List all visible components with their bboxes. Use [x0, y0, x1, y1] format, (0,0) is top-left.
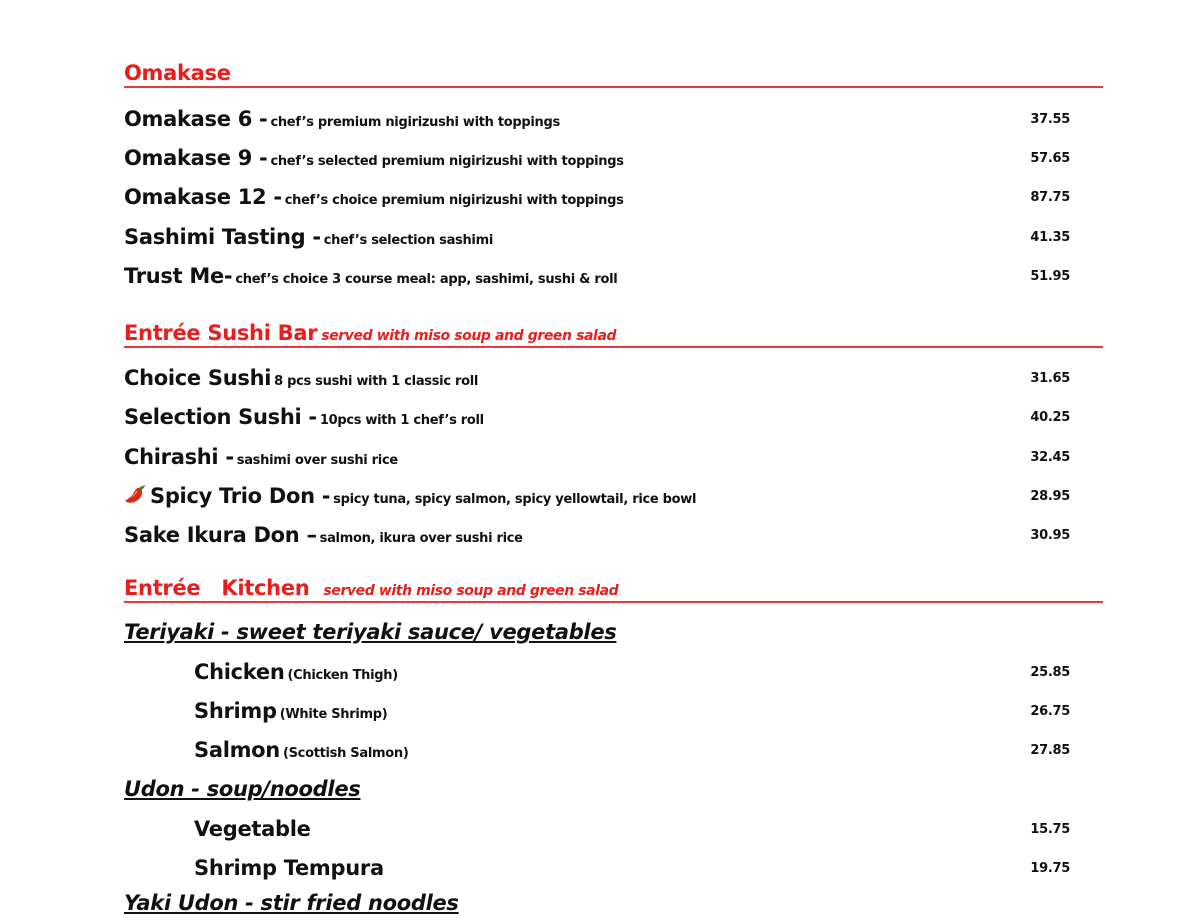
- menu-item: [124, 363, 1084, 393]
- menu-item: [194, 853, 1084, 883]
- item-description: chef’s selected premium nigirizushi with toppings: [270, 154, 624, 169]
- menu-item: [124, 143, 1084, 173]
- item-description: (White Shrimp): [279, 707, 388, 722]
- item-price: 19.75: [1030, 861, 1070, 876]
- item-description: 8 pcs sushi with 1 classic roll: [274, 374, 479, 389]
- menu-item: [124, 182, 1084, 212]
- item-description: (Chicken Thigh): [287, 668, 398, 683]
- item-name: Choice Sushi: [124, 366, 272, 390]
- section-title: Entrée Sushi Bar: [124, 321, 318, 345]
- section-title: Omakase: [124, 61, 231, 85]
- subsection-title-udon: Udon - soup/noodles: [124, 777, 361, 801]
- item-price: 51.95: [1030, 269, 1070, 284]
- item-name: Omakase 9 -: [124, 146, 268, 170]
- item-description: sashimi over sushi rice: [236, 453, 398, 468]
- menu-item: [194, 696, 1084, 726]
- section-title: Entrée Kitchen: [124, 576, 310, 600]
- item-price: 30.95: [1030, 528, 1070, 543]
- item-price: 87.75: [1030, 190, 1070, 205]
- menu-item: [194, 657, 1084, 687]
- subsection-title-teriyaki: Teriyaki - sweet teriyaki sauce/ vegetables: [124, 620, 617, 644]
- item-description: chef’s choice premium nigirizushi with toppings: [284, 193, 624, 208]
- chili-pepper-icon: [124, 484, 148, 506]
- item-name: Omakase 12 -: [124, 185, 282, 209]
- item-price: 26.75: [1030, 704, 1070, 719]
- item-description: 10pcs with 1 chef’s roll: [319, 413, 484, 428]
- item-price: 25.85: [1030, 665, 1070, 680]
- item-name: Chirashi -: [124, 445, 234, 469]
- item-price: 40.25: [1030, 410, 1070, 425]
- item-description: (Scottish Salmon): [282, 746, 409, 761]
- item-description: chef’s selection sashimi: [323, 233, 493, 248]
- item-name: Spicy Trio Don -: [150, 484, 331, 508]
- subsection-title-yaki-udon: Yaki Udon - stir fried noodles: [124, 891, 459, 915]
- menu-item: [194, 814, 1084, 844]
- item-name: Selection Sushi -: [124, 405, 317, 429]
- menu-item: [194, 735, 1084, 765]
- item-price: 32.45: [1030, 450, 1070, 465]
- item-price: 37.55: [1030, 112, 1070, 127]
- menu-item: [124, 104, 1084, 134]
- menu-item: [124, 442, 1084, 472]
- section-header-kitchen: [124, 575, 1103, 603]
- item-name: Shrimp: [194, 699, 277, 723]
- item-name: Salmon: [194, 738, 280, 762]
- menu-item: [124, 222, 1084, 252]
- item-price: 28.95: [1030, 489, 1070, 504]
- item-description: salmon, ikura over sushi rice: [319, 531, 523, 546]
- item-price: 27.85: [1030, 743, 1070, 758]
- section-header-omakase: [124, 60, 1103, 88]
- item-price: 15.75: [1030, 822, 1070, 837]
- item-description: chef’s choice 3 course meal: app, sashimi, sushi & roll: [235, 272, 618, 287]
- section-note: served with miso soup and green salad: [321, 328, 617, 344]
- section-note: served with miso soup and green salad: [323, 583, 619, 599]
- item-name: Omakase 6 -: [124, 107, 268, 131]
- item-name: Sashimi Tasting -: [124, 225, 321, 249]
- section-header-sushi-bar: [124, 320, 1103, 348]
- menu-item: [124, 481, 1084, 511]
- item-name: Chicken: [194, 660, 285, 684]
- item-name: Trust Me-: [124, 264, 233, 288]
- menu-item: [124, 402, 1084, 432]
- item-description: chef’s premium nigirizushi with toppings: [270, 115, 560, 130]
- item-description: spicy tuna, spicy salmon, spicy yellowtail, rice bowl: [333, 492, 697, 507]
- menu-item: [124, 261, 1084, 291]
- item-name: Shrimp Tempura: [194, 856, 384, 880]
- item-price: 41.35: [1030, 230, 1070, 245]
- item-price: 31.65: [1030, 371, 1070, 386]
- item-name: Vegetable: [194, 817, 311, 841]
- menu-item: [124, 520, 1084, 550]
- item-price: 57.65: [1030, 151, 1070, 166]
- item-name: Sake Ikura Don –: [124, 523, 317, 547]
